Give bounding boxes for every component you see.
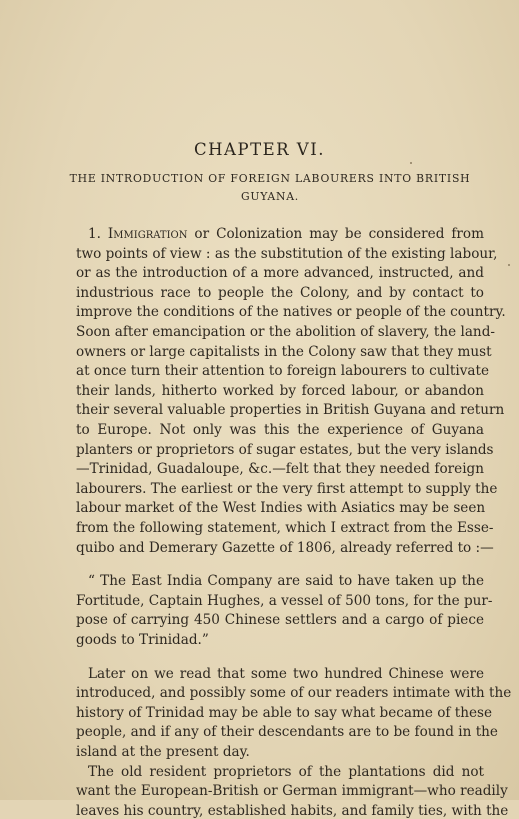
body-line: introduced, and possibly some of our readers intimate with the xyxy=(76,685,512,702)
body-line: island at the present day. xyxy=(76,744,250,760)
body-line: —Trinidad, Guadaloupe, &c.—felt that they needed foreign xyxy=(76,461,484,478)
body-line: The old resident proprietors of the plantations did not xyxy=(88,763,484,780)
quote-line: pose of carrying 450 Chinese settlers and a cargo of piece xyxy=(76,612,484,629)
quote-line: “ The East India Company are said to have taken up the xyxy=(88,573,484,590)
body-line: to Europe. Not only was this the experience of Guyana xyxy=(76,422,484,438)
section-heading xyxy=(60,170,480,206)
body-line: improve the conditions of the natives or people of the country. xyxy=(76,304,506,321)
body-line: 1. Immigration or Colonization may be considered from xyxy=(88,226,484,242)
body-line: two points of view : as the substitution of the existing labour, xyxy=(76,245,498,262)
body-line: people, and if any of their descendants are to be found in the xyxy=(76,724,498,741)
body-line: want the European-British or German immigrant—who readily xyxy=(76,783,508,800)
section-heading-line-2: GUYANA. xyxy=(240,190,300,203)
body-line: at once turn their attention to foreign labourers to cultivate xyxy=(76,363,489,380)
body-line: their several valuable properties in British Guyana and return xyxy=(76,402,505,419)
body-line: labourers. The earliest or the very first attempt to supply the xyxy=(76,480,498,497)
body-line: Later on we read that some two hundred Chinese were xyxy=(88,665,484,682)
paper-speck xyxy=(508,264,510,266)
body-line: their lands, hitherto worked by forced labour, or abandon xyxy=(76,382,484,399)
section-heading-line-1: THE INTRODUCTION OF FOREIGN LABOURERS INTO BRITISH xyxy=(69,172,471,185)
quote-line: Fortitude, Captain Hughes, a vessel of 500 tons, for the pur- xyxy=(76,592,493,609)
body-line: or as the introduction of a more advanced, instructed, and xyxy=(76,265,484,282)
body-line: planters or proprietors of sugar estates, but the very islands xyxy=(76,441,494,458)
body-line: leaves his country, established habits, and family ties, with the xyxy=(76,802,509,819)
body-line: Soon after emancipation or the abolition of slavery, the land- xyxy=(76,324,495,340)
body-line: labour market of the West Indies with Asiatics may be seen xyxy=(76,500,486,517)
body-line: industrious race to people the Colony, and by contact to xyxy=(76,284,484,301)
body-line: owners or large capitalists in the Colony saw that they must xyxy=(76,343,492,360)
body-line: from the following statement, which I extract from the Esse- xyxy=(76,520,494,536)
quote-line: goods to Trinidad.” xyxy=(76,632,209,648)
paper-speck xyxy=(410,162,412,164)
chapter-title: CHAPTER VI. xyxy=(194,140,325,159)
body-line: quibo and Demerary Gazette of 1806, already referred to :— xyxy=(76,539,494,556)
body-line: history of Trinidad may be able to say what became of these xyxy=(76,704,493,721)
